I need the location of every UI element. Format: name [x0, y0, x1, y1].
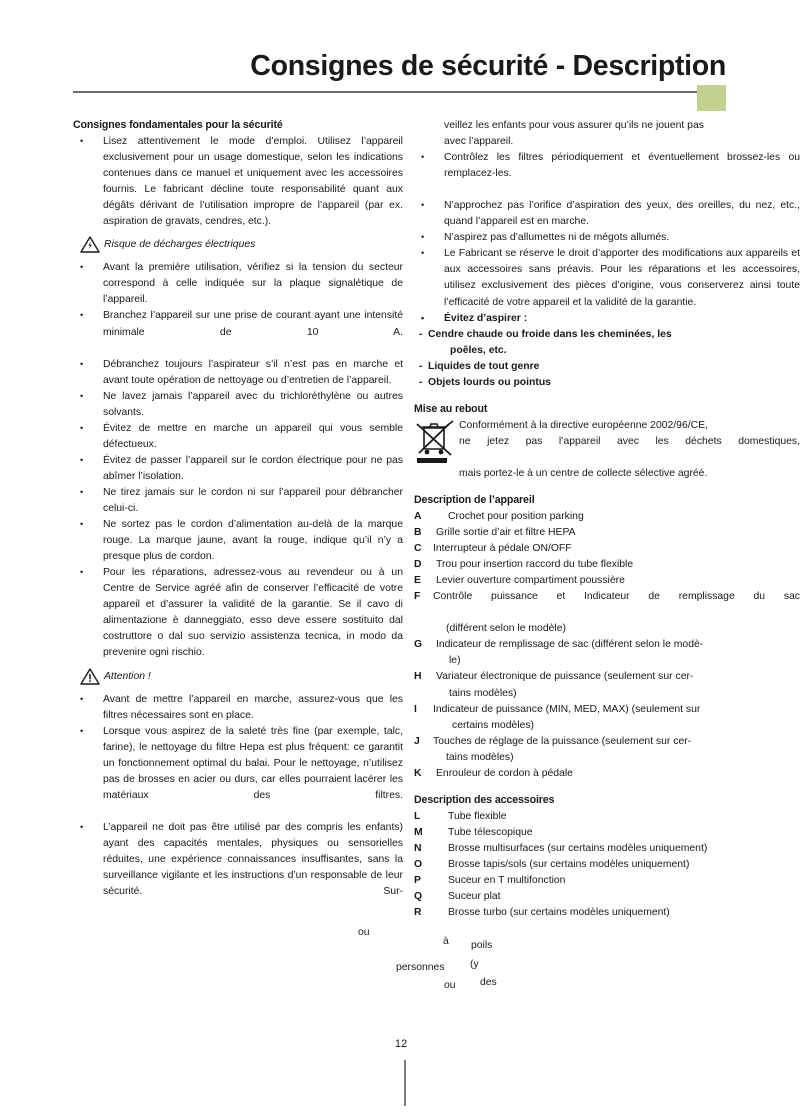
list-item — [414, 766, 800, 782]
attention-warning — [80, 667, 403, 691]
list-item — [414, 857, 800, 873]
overflow-fragment: poils — [471, 940, 493, 951]
list-item-avoid-heading — [414, 311, 800, 327]
list-item — [414, 702, 800, 734]
item-letter: N — [414, 842, 422, 854]
list-item — [414, 589, 800, 637]
accessory-description-list — [414, 809, 800, 921]
list-item-text: Évitez de passer l’appareil sur le cordon électrique pour ne pas abîmer l’isolation. — [103, 454, 403, 482]
list-item — [414, 557, 800, 573]
list-item — [414, 841, 800, 857]
device-description-list — [414, 509, 800, 782]
list-item — [414, 359, 800, 375]
item-text: Levier ouverture compartiment poussière — [436, 575, 625, 587]
item-text: Crochet pour position parking — [448, 510, 584, 522]
overflow-fragment: ou — [358, 927, 370, 938]
disposal-line-2: ne jetez pas l’appareil avec les déchets domestiques, — [459, 435, 800, 447]
item-text: Interrupteur à pédale ON/OFF — [433, 543, 572, 555]
list-item — [414, 509, 800, 525]
avoid-items-list — [414, 327, 800, 343]
list-item — [414, 327, 800, 343]
left-column — [73, 118, 403, 916]
item-letter: K — [414, 767, 422, 779]
page-title: Consignes de sécurité - Description — [250, 50, 726, 82]
list-item — [73, 389, 403, 421]
list-item — [73, 260, 403, 308]
list-item — [73, 485, 403, 517]
list-item — [414, 541, 800, 557]
list-item-text: Liquides de tout genre — [428, 360, 540, 372]
item-text: Brosse turbo (sur certains modèles uniquement) — [448, 907, 670, 919]
list-item-text: Pour les réparations, adressez-vous au revendeur ou à un Centre de Service agréé afin de conserver l’efficacité de votre appareil et d’assurer la validité de la garantie. Se il cavo di alimentazione è danneggiato, esso deve essere sostituito dal costruttore o dal suo servizio assistenza tecnica, in modo da prevenire ogni rischio. — [103, 567, 403, 659]
list-item-text: Le Fabricant se réserve le droit d’apporter des modifications aux appareils et aux accessoires sans préavis. Pour les réparations et les accessoires, utilisez exclusivement des pièces d’origine, vous conserverez ainsi toute l’efficacité de votre appareil et la validité de la garantie. — [444, 248, 800, 308]
item-text: Touches de réglage de la puissance (seulement sur cer- — [433, 735, 692, 747]
list-item — [414, 375, 800, 391]
item-text: Brosse tapis/sols (sur certains modèles uniquement) — [448, 858, 690, 870]
item-text: Indicateur de remplissage de sac (différent selon le modè- — [436, 639, 704, 651]
continuation-line-1: veillez les enfants pour vous assurer qu’ils ne jouent pas — [444, 120, 704, 131]
electric-shock-list — [73, 260, 403, 661]
list-item-text: Avant la première utilisation, vérifiez si la tension du secteur correspond à celle indiquée sur la plaque signalétique de l’appareil. — [103, 262, 403, 306]
list-item — [73, 308, 403, 356]
list-item — [414, 118, 800, 134]
item-letter: L — [414, 810, 421, 822]
item-letter: M — [414, 826, 423, 838]
page-number: 12 — [394, 1038, 408, 1050]
list-item — [414, 230, 800, 246]
item-text: Trou pour insertion raccord du tube flexible — [436, 559, 634, 571]
item-text-continued: tains modèles) — [446, 751, 514, 763]
item-letter: R — [414, 907, 422, 919]
overflow-fragment: des — [480, 977, 497, 988]
list-item — [73, 517, 403, 565]
list-item-text: Débranchez toujours l’aspirateur s’il n’est pas en marche et avant toute opération de nettoyage ou d’entretien de l’appareil. — [103, 358, 403, 386]
item-letter: I — [414, 703, 417, 715]
disposal-line-1: Conformément à la directive européenne 2002/96/CE, — [459, 419, 708, 431]
list-item-text: Ne tirez jamais sur le cordon ni sur l’appareil pour débrancher celui-ci. — [103, 486, 403, 515]
list-item — [414, 525, 800, 541]
list-item — [414, 873, 800, 889]
list-item-text: N’approchez pas l’orifice d’aspiration des yeux, des oreilles, du nez, etc., quand l’appareil est en marche. — [444, 200, 800, 228]
list-item — [414, 150, 800, 198]
disposal-line-3: mais portez-le à un centre de collecte sélective agréé. — [459, 467, 708, 479]
accessory-description-heading: Description des accessoires — [414, 793, 555, 806]
list-item — [73, 357, 403, 389]
overflow-fragment: ou — [444, 980, 456, 991]
safety-continuation-list — [414, 118, 800, 327]
safety-intro-list — [73, 134, 403, 230]
item-text: Suceur plat — [448, 891, 501, 903]
item-text: Grille sortie d’air et filtre HEPA — [436, 527, 576, 539]
electric-shock-warning — [80, 235, 403, 259]
overflow-fragment: à — [443, 936, 449, 947]
left-section-title: Consignes fondamentales pour la sécurité — [73, 119, 283, 131]
list-item-text: L’appareil ne doit pas être utilisé par des compris les enfants) ayant des capacités mentales, physiques ou sensorielles réduites, une expérience connaissances insuffisantes, sans la surveillance vigilante et les instructions d’un responsable de leur sécurité. Sur- — [103, 821, 403, 898]
disposal-heading: Mise au rebout — [414, 402, 488, 415]
item-text: Brosse multisurfaces (sur certains modèles uniquement) — [448, 842, 708, 854]
list-item — [414, 637, 800, 669]
right-column — [414, 118, 800, 921]
list-item-text: Avant de mettre l’appareil en marche, assurez-vous que les filtres nécessaires sont en place. — [103, 693, 403, 721]
item-text-continued: certains modèles) — [452, 719, 535, 731]
overflow-fragment: personnes — [396, 962, 445, 973]
warning-triangle-exclamation-icon — [80, 668, 100, 691]
list-item-text: Ne lavez jamais l’appareil avec du trichloréthylène ou autres solvants. — [103, 390, 403, 418]
item-text-continued: (différent selon le modèle) — [446, 623, 566, 635]
item-letter: J — [414, 735, 420, 747]
list-item — [73, 421, 403, 453]
list-item — [73, 724, 403, 820]
item-letter: Q — [414, 891, 423, 903]
list-item — [414, 809, 800, 825]
list-item-text: Lorsque vous aspirez de la saleté très fine (par exemple, talc, farine), le nettoyage du filtre Hepa est plus fréquent: ce garantit un fonctionnement optimal du balai. Pour le nettoyage, n’utilisez pas de brosses en acier ou durs, car elles pourraient lacérer les matériaux des filtres. — [103, 725, 403, 801]
item-letter: B — [414, 527, 422, 539]
item-letter: G — [414, 639, 423, 651]
list-item-text: Ne sortez pas le cordon d’alimentation au-delà de la marque rouge. La marque jaune, avant la rouge, indique qu’il n’y a presque plus de cordon. — [103, 519, 403, 563]
item-text: Suceur en T multifonction — [448, 874, 566, 886]
list-item-text: Branchez l’appareil sur une prise de courant ayant une intensité minimale de 10 A. — [103, 310, 403, 338]
item-letter: C — [414, 543, 422, 555]
list-item — [73, 820, 403, 916]
disposal-block — [414, 418, 800, 482]
list-item — [414, 669, 800, 701]
header-accent-swatch — [697, 85, 726, 111]
list-item-text: Cendre chaude ou froide dans les cheminées, les — [428, 328, 672, 340]
list-item — [73, 692, 403, 724]
avoid-item-continuation: poêles, etc. — [450, 344, 507, 356]
item-letter: D — [414, 559, 422, 571]
list-item — [414, 905, 800, 921]
item-text: Enrouleur de cordon à pédale — [436, 767, 573, 779]
overflow-fragment: (y — [470, 959, 479, 970]
list-item — [414, 889, 800, 905]
item-letter: O — [414, 858, 423, 870]
item-letter: A — [414, 510, 422, 522]
list-item-text: Évitez de mettre en marche un appareil qui vous semble défectueux. — [103, 422, 403, 450]
list-item — [73, 565, 403, 661]
warning-triangle-lightning-icon — [80, 236, 100, 259]
list-item-text: Contrôlez les filtres périodiquement et éventuellement brossez-les ou remplacez-les. — [444, 152, 800, 180]
list-item — [73, 453, 403, 485]
disposal-text — [414, 418, 800, 482]
list-item — [414, 573, 800, 589]
avoid-items-list-2 — [414, 359, 800, 391]
item-letter: P — [414, 874, 421, 886]
continuation-line-2: avec l’appareil. — [444, 136, 514, 148]
list-item — [73, 134, 403, 230]
footer-divider — [404, 1060, 406, 1106]
header-divider — [73, 91, 697, 93]
item-text: Tube télescopique — [448, 826, 533, 838]
warning-label: Risque de décharges électriques — [104, 239, 256, 251]
warning-label: Attention ! — [104, 670, 151, 682]
item-text-continued: le) — [449, 655, 461, 667]
item-letter: F — [414, 591, 421, 603]
page-header — [0, 0, 802, 112]
list-item — [414, 134, 800, 150]
list-item — [414, 734, 800, 766]
list-item-text: Évitez d’aspirer : — [444, 312, 528, 324]
list-item-text: N’aspirez pas d’allumettes ni de mégots allumés. — [444, 232, 670, 244]
item-text: Contrôle puissance et Indicateur de remplissage du sac — [433, 591, 800, 603]
list-item-text: Lisez attentivement le mode d’emploi. Utilisez l’appareil exclusivement pour un usage domestique, selon les indications contenues dans ce manuel et uniquement avec les accessoires fournis. Le fabricant décline toute responsabilité quant aux dégâts dérivant de l’utilisation impropre de l’appareil (par ex. aspiration de gravats, cendres, etc.). — [103, 136, 403, 228]
list-item-text: Objets lourds ou pointus — [428, 376, 551, 388]
list-item — [414, 246, 800, 310]
item-letter: E — [414, 575, 421, 587]
item-text-continued: tains modèles) — [449, 687, 517, 699]
item-text: Variateur électronique de puissance (seulement sur cer- — [436, 671, 694, 683]
device-description-heading: Description de l’appareil — [414, 493, 535, 506]
item-text: Tube flexible — [448, 810, 507, 822]
item-text: Indicateur de puissance (MIN, MED, MAX) (seulement sur — [433, 703, 701, 715]
crossed-out-wheelie-bin-icon — [415, 419, 457, 471]
item-letter: H — [414, 671, 422, 683]
list-item — [414, 198, 800, 230]
attention-list — [73, 692, 403, 917]
list-item — [414, 825, 800, 841]
